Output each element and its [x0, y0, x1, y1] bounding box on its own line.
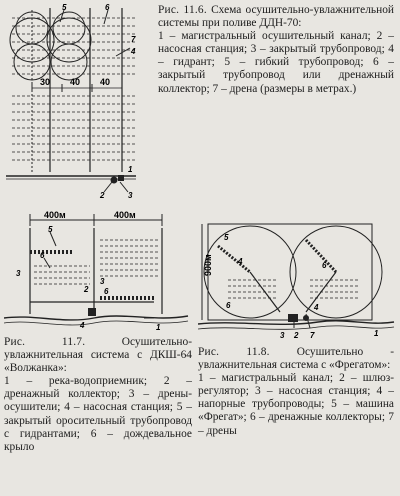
fig-11-8-caption-title: Осушительно - увлажнительная система с «Фрегатом»: — [198, 346, 394, 372]
fig-11-6-caption-title: Схема осушительно-увлажнительной системы при поливе ДДН-70: — [158, 4, 394, 30]
fig-11-8-caption — [198, 346, 394, 438]
fig-11-8-label: 7 — [310, 331, 315, 340]
fig-11-7-label: 6 — [104, 287, 109, 296]
fig-11-6-label: 4 — [131, 47, 136, 56]
fig-11-6-label: 6 — [105, 4, 110, 12]
fig-11-6-dimension: 40 — [70, 77, 81, 87]
fig-11-8-label: 4 — [314, 303, 319, 312]
fig-11-7-legend: 1 – река-водоприемник; 2 – дренажный коллектор; 3 – дрены-осушители; 4 – насосная станция; 5 – закрытый оросительный трубопровод с гидрантами; 6 – дождевальное крыло — [4, 375, 192, 453]
fig-11-6-caption-label: Рис. 11.6. — [158, 4, 207, 16]
fig-11-7-label: 5 — [48, 225, 53, 234]
fig-11-8-label: 6 — [322, 261, 327, 270]
fig-11-7-label: 3 — [100, 277, 105, 286]
fig-11-7-label: 1 — [156, 323, 161, 332]
fig-11-8-label: 5 — [224, 233, 229, 242]
fig-11-7-dimension: 400м — [44, 210, 66, 220]
fig-11-7-label: 4 — [80, 321, 85, 330]
fig-11-7-caption — [4, 336, 192, 454]
fig-11-8-label: 6 — [226, 301, 231, 310]
fig-11-8-caption-label: Рис. 11.8. — [198, 346, 270, 358]
fig-11-6-dimension: 30 — [40, 77, 51, 87]
fig-11-6-caption — [158, 4, 394, 96]
fig-11-7-label: 2 — [84, 285, 89, 294]
fig-11-6-dimension: 40 — [100, 77, 111, 87]
fig-11-6-label: 1 — [128, 165, 133, 174]
fig-11-8-label: 4 — [238, 257, 243, 266]
figure-11-8-diagram — [198, 218, 396, 342]
fig-11-8-label: 1 — [374, 329, 379, 338]
fig-11-8-label: 2 — [294, 331, 299, 340]
fig-11-8-dimension: 900м — [203, 254, 213, 276]
fig-11-7-label: 3 — [16, 269, 21, 278]
fig-11-6-label: 7 — [131, 35, 136, 44]
fig-11-8-legend: 1 – магистральный канал; 2 – шлюз-регулятор; 3 – насосная станция; 4 – напорные трубопроводы; 5 – машина «Фрегат»; 6 – дренажные коллекторы; 7 – дрены — [198, 372, 394, 437]
fig-11-7-caption-title: Осушительно-увлажнительная система с ДКШ-64 «Волжанка»: — [4, 336, 192, 375]
fig-11-7-caption-label: Рис. 11.7. — [4, 336, 86, 348]
fig-11-8-label: 3 — [280, 331, 285, 340]
fig-11-6-label: 3 — [128, 191, 133, 200]
fig-11-7-label: 6 — [40, 251, 45, 260]
figure-11-7-diagram — [4, 210, 192, 332]
fig-11-6-label: 2 — [100, 191, 105, 200]
fig-11-6-label: 5 — [62, 4, 67, 12]
fig-11-6-legend: 1 – магистральный осушительный канал; 2 – насосная станция; 3 – закрытый трубопровод; 4 – гидрант; 5 – гибкий трубопровод; 6 – закрытый трубопровод или дренажный коллектор; 7 – дрена (размеры в метрах.) — [158, 30, 394, 95]
figure-11-6-diagram — [4, 4, 152, 200]
fig-11-7-dimension: 400м — [114, 210, 136, 220]
